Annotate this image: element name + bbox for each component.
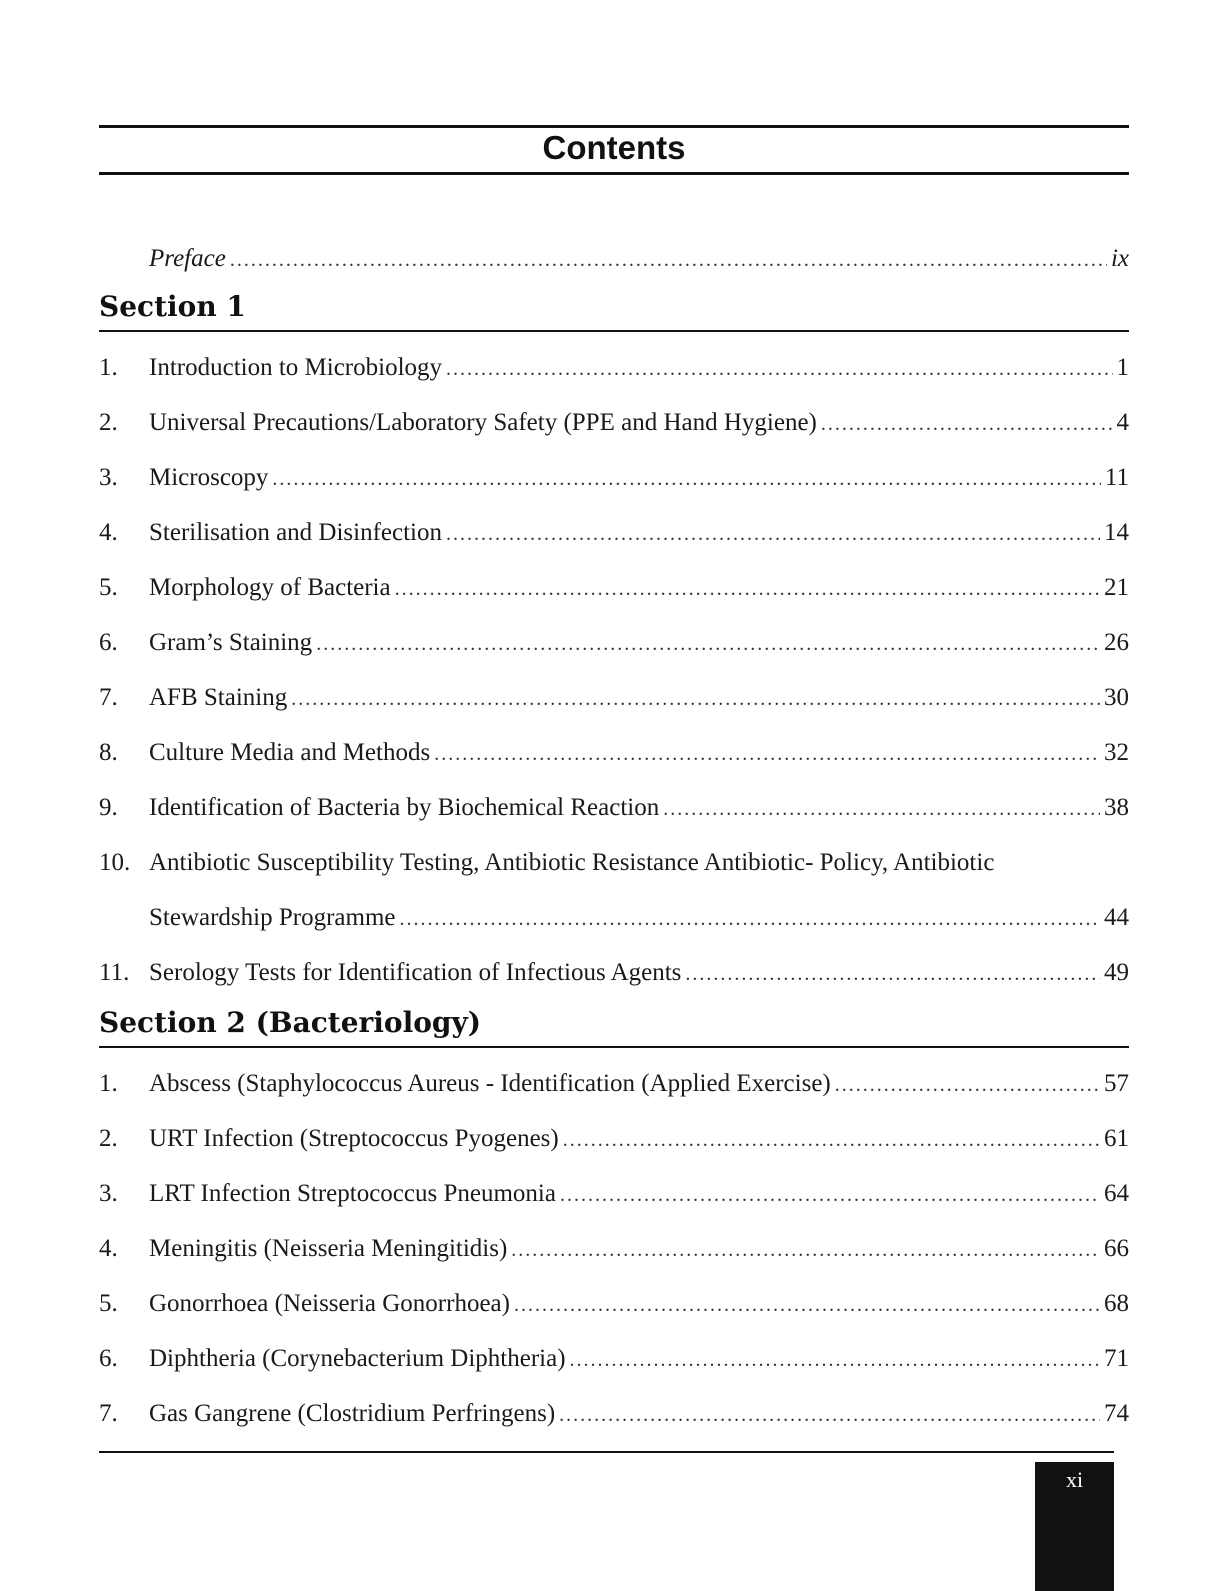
toc-entry-number: 11. bbox=[99, 959, 130, 986]
toc-entry-page: 26 bbox=[1104, 629, 1129, 656]
toc-entry-page: 64 bbox=[1104, 1180, 1129, 1207]
leader-dots bbox=[835, 1058, 1100, 1113]
toc-entry-page: 21 bbox=[1104, 574, 1129, 601]
toc-entry-number: 6. bbox=[99, 1345, 118, 1372]
toc-entry-page: 4 bbox=[1116, 409, 1129, 436]
toc-entry-number: 4. bbox=[99, 519, 118, 546]
toc-entry-page: 14 bbox=[1104, 519, 1129, 546]
toc-entry-number: 7. bbox=[99, 684, 118, 711]
toc-entry-title: Microscopy bbox=[149, 464, 269, 491]
toc-entry-title: Meningitis (Neisseria Meningitidis) bbox=[149, 1235, 508, 1262]
leader-dots bbox=[559, 1388, 1100, 1443]
toc-entry-page: 32 bbox=[1104, 739, 1129, 766]
toc-entry-title: Gonorrhoea (Neisseria Gonorrhoea) bbox=[149, 1290, 510, 1317]
toc-entry-page: 71 bbox=[1104, 1345, 1129, 1372]
toc-entry-title: Serology Tests for Identification of Infectious Agents bbox=[149, 959, 682, 986]
toc-entry-title: Culture Media and Methods bbox=[149, 739, 431, 766]
toc-entry-title: Identification of Bacteria by Biochemical Reaction bbox=[149, 794, 660, 821]
section-heading: Section 2 (Bacteriology) bbox=[99, 1006, 1129, 1048]
toc-entry-number: 1. bbox=[99, 1070, 118, 1097]
toc-entry-page: 74 bbox=[1104, 1400, 1129, 1427]
leader-dots bbox=[821, 397, 1113, 452]
toc-entry-number: 1. bbox=[99, 354, 118, 381]
toc-entry-line bbox=[99, 835, 1129, 890]
toc-entry-title: LRT Infection Streptococcus Pneumonia bbox=[149, 1180, 556, 1207]
leader-dots bbox=[272, 452, 1101, 507]
toc-entry-number: 5. bbox=[99, 1290, 118, 1317]
toc-entry[interactable] bbox=[99, 1331, 1129, 1386]
toc-entry-number: 10. bbox=[99, 849, 131, 876]
toc-entry[interactable] bbox=[99, 835, 1129, 945]
toc-entry[interactable] bbox=[99, 505, 1129, 560]
toc-entry-number: 2. bbox=[99, 409, 118, 436]
toc-entry[interactable] bbox=[99, 1221, 1129, 1276]
toc-entry-number: 7. bbox=[99, 1400, 118, 1427]
toc-entry-title: Abscess (Staphylococcus Aureus - Identification (Applied Exercise) bbox=[149, 1070, 831, 1097]
leader-dots bbox=[663, 782, 1100, 837]
toc-entry-title: AFB Staining bbox=[149, 684, 288, 711]
toc-entry-page: 57 bbox=[1104, 1070, 1129, 1097]
leader-dots bbox=[434, 727, 1100, 782]
section-1-list bbox=[99, 340, 1129, 1000]
toc-entry[interactable] bbox=[99, 1166, 1129, 1221]
leader-dots bbox=[514, 1278, 1100, 1333]
toc-entry[interactable] bbox=[99, 560, 1129, 615]
toc-entry[interactable] bbox=[99, 1111, 1129, 1166]
toc-entry-title: Universal Precautions/Laboratory Safety (PPE and Hand Hygiene) bbox=[149, 409, 817, 436]
toc-entry[interactable] bbox=[99, 945, 1129, 1000]
toc-entry-number: 9. bbox=[99, 794, 118, 821]
page-number-tab bbox=[1035, 1462, 1114, 1591]
toc-entry-title: Diphtheria (Corynebacterium Diphtheria) bbox=[149, 1345, 566, 1372]
toc-entry-page: 1 bbox=[1116, 354, 1129, 381]
toc-entry-page: 61 bbox=[1104, 1125, 1129, 1152]
leader-dots bbox=[563, 1113, 1100, 1168]
toc-entry[interactable] bbox=[99, 1276, 1129, 1331]
toc-entry-page: 66 bbox=[1104, 1235, 1129, 1262]
toc-entry-preface[interactable] bbox=[99, 234, 1129, 284]
leader-dots bbox=[291, 672, 1100, 727]
leader-dots bbox=[685, 947, 1100, 1002]
section-2-list bbox=[99, 1056, 1129, 1441]
toc-entry-page: 49 bbox=[1104, 959, 1129, 986]
page-title: Contents bbox=[542, 129, 686, 166]
toc-entry-number: 6. bbox=[99, 629, 118, 656]
toc-entry-number: 4. bbox=[99, 1235, 118, 1262]
leader-dots bbox=[560, 1168, 1100, 1223]
toc-entry-page: 38 bbox=[1104, 794, 1129, 821]
toc-entry-page: 11 bbox=[1104, 464, 1129, 491]
toc-entry-title: Morphology of Bacteria bbox=[149, 574, 391, 601]
toc-entry[interactable] bbox=[99, 1056, 1129, 1111]
toc-entry-title: Preface bbox=[149, 245, 226, 272]
leader-dots bbox=[446, 507, 1100, 562]
toc-entry-number: 2. bbox=[99, 1125, 118, 1152]
toc-entry-number: 3. bbox=[99, 464, 118, 491]
toc-entry[interactable] bbox=[99, 780, 1129, 835]
title-block bbox=[99, 125, 1129, 175]
toc-entry[interactable] bbox=[99, 395, 1129, 450]
toc-entry[interactable] bbox=[99, 1386, 1129, 1441]
section-heading: Section 1 bbox=[99, 290, 1129, 332]
leader-dots bbox=[446, 342, 1112, 397]
toc-entry-page: ix bbox=[1110, 245, 1129, 272]
toc-entry-title: Sterilisation and Disinfection bbox=[149, 519, 443, 546]
toc-entry-title: Gram’s Staining bbox=[149, 629, 313, 656]
toc-entry[interactable] bbox=[99, 615, 1129, 670]
leader-dots bbox=[316, 617, 1100, 672]
footer-rule bbox=[99, 1451, 1114, 1453]
leader-dots bbox=[570, 1333, 1100, 1388]
toc-entry[interactable] bbox=[99, 725, 1129, 780]
toc-entry-title-continued: Stewardship Programme bbox=[149, 904, 396, 931]
toc-entry-number: 8. bbox=[99, 739, 118, 766]
toc-entry-title: Antibiotic Susceptibility Testing, Antibiotic Resistance Antibiotic- Policy, Antibiotic bbox=[149, 849, 995, 876]
page-number: xi bbox=[1065, 1467, 1084, 1492]
toc-entry-line bbox=[99, 890, 1129, 945]
toc-entry[interactable] bbox=[99, 670, 1129, 725]
toc-entry-title: URT Infection (Streptococcus Pyogenes) bbox=[149, 1125, 559, 1152]
leader-dots bbox=[511, 1223, 1100, 1278]
leader-dots bbox=[230, 235, 1107, 285]
toc-entry-page: 68 bbox=[1104, 1290, 1129, 1317]
toc-entry-title: Introduction to Microbiology bbox=[149, 354, 443, 381]
toc-entry[interactable] bbox=[99, 450, 1129, 505]
toc-entry-number: 3. bbox=[99, 1180, 118, 1207]
leader-dots bbox=[395, 562, 1100, 617]
contents-page bbox=[99, 125, 1129, 1441]
toc-entry-number: 5. bbox=[99, 574, 118, 601]
toc-entry-page: 44 bbox=[1104, 904, 1129, 931]
toc-entry-title: Gas Gangrene (Clostridium Perfringens) bbox=[149, 1400, 556, 1427]
toc-entry[interactable] bbox=[99, 340, 1129, 395]
leader-dots bbox=[399, 892, 1100, 947]
toc-entry-page: 30 bbox=[1104, 684, 1129, 711]
